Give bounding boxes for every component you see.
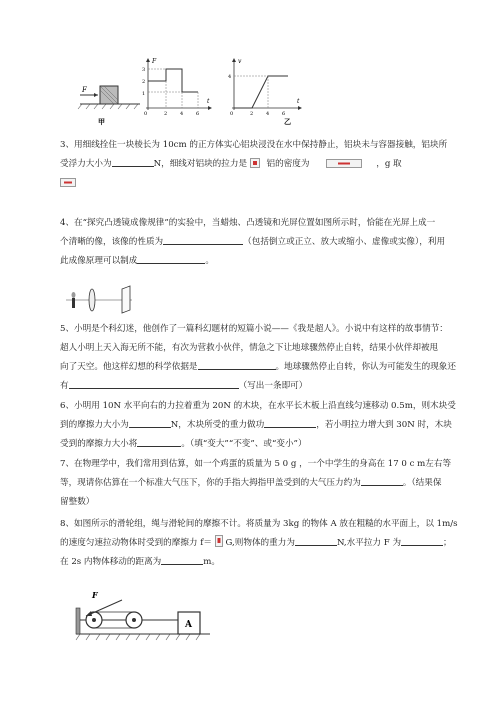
q7-line-2: 等，现请你估算在一个标准大气压下，你的手指大拇指甲盖受到的大气压力约为 。（结果保 <box>60 474 460 493</box>
svg-text:2: 2 <box>164 111 168 117</box>
svg-text:1: 1 <box>142 91 146 97</box>
svg-text:2: 2 <box>250 111 254 117</box>
question-3 <box>60 136 460 193</box>
q8-line-2: 的速度匀速拉动物体时受到的摩擦力 f＝ G,则物体的重力为 N,水平拉力 F 为 ； <box>60 534 460 553</box>
q8-blank-distance[interactable] <box>161 554 203 565</box>
q6-line-3: 受到的摩擦力大小将 。（填“变大”“不变”、或“变小”） <box>60 435 460 454</box>
svg-text:0: 0 <box>230 111 234 117</box>
q6-line-1: 6、小明用 10N 水平向右的力拉着重为 20N 的木块，在水平长木板上沿直线匀速移动 0.5m，则木块受 <box>60 401 456 411</box>
svg-text:4: 4 <box>228 74 232 80</box>
question-6 <box>60 397 460 454</box>
pull-force-label: F <box>92 590 98 600</box>
formula-image-icon <box>250 158 260 168</box>
force-time-graph <box>142 58 212 117</box>
svg-text:v: v <box>238 58 242 65</box>
svg-text:6: 6 <box>196 111 200 117</box>
formula-image-icon <box>60 178 76 187</box>
caption-jia: 甲 <box>98 117 105 126</box>
q6-blank-friction[interactable] <box>129 417 171 428</box>
q5-line-4: 有 （写出一条即可） <box>60 377 460 396</box>
question-8 <box>60 515 460 572</box>
q8-line-1: 8、如图所示的滑轮组，绳与滑轮间的摩擦不计。将质量为 3kg 的物体 A 放在粗糙的水平面上，以 1m/s <box>60 519 458 529</box>
q3-line-3 <box>60 174 460 193</box>
q4-line-3: 此成像原理可以制成 。 <box>60 252 460 271</box>
object-a-label: A <box>185 620 192 630</box>
figure-force-velocity-graphs <box>60 56 320 126</box>
q5-line-2: 超人小明上天入海无所不能，有次为营救小伙伴，情急之下让地球骤然停止自转，结果小伙伴却被甩 <box>60 343 439 353</box>
question-7 <box>60 455 460 512</box>
svg-text:4: 4 <box>180 111 184 117</box>
svg-text:0: 0 <box>144 111 148 117</box>
formula-image-icon <box>326 159 362 168</box>
question-4 <box>60 214 460 271</box>
q6-line-2: 到的摩擦力大小为 N，木块所受的重力做功 ，若小明拉力增大到 30N 时，木块 <box>60 416 460 435</box>
svg-text:t: t <box>297 98 300 105</box>
convex-lens-icon <box>89 289 95 311</box>
svg-text:4: 4 <box>266 111 270 117</box>
question-5 <box>60 320 460 396</box>
screen-icon <box>122 286 130 313</box>
q6-blank-work[interactable] <box>264 417 316 428</box>
velocity-time-graph <box>228 58 302 126</box>
q7-line-3: 留整数） <box>60 497 95 507</box>
svg-text:t: t <box>207 98 210 105</box>
figure-lens-setup <box>64 284 144 314</box>
caption-yi: 乙 <box>284 117 291 126</box>
q4-line-1: 4、在“探究凸透镜成像规律”的实验中，当蜡烛、凸透镜和光屏位置如图所示时，恰能在光屏上成一 <box>60 218 436 228</box>
q5-line-1: 5、小明是个科幻迷，他创作了一篇科幻题材的短篇小说——《我是超人》。小说中有这样的故事情节： <box>60 324 448 334</box>
block-push-diagram <box>78 86 140 126</box>
q3-line-2: 受浮力大小为 N，细线对铝块的拉力是 铝的密度为 ，g 取 <box>60 155 460 174</box>
candle-icon <box>72 298 75 308</box>
formula-image-icon <box>215 535 223 547</box>
svg-text:3: 3 <box>142 67 146 73</box>
q7-line-1: 7、在物理学中，我们常用到估算，如一个鸡蛋的质量为 5 0 g ，一个中学生的身高在 17 0 c m左右等 <box>60 459 452 469</box>
svg-text:2: 2 <box>142 79 146 85</box>
svg-text:F: F <box>152 58 157 65</box>
q5-blank-basis[interactable] <box>198 359 276 370</box>
q3-blank-buoyancy[interactable] <box>112 156 154 167</box>
q4-line-2: 个清晰的像，该像的性质为 （包括倒立或正立、放大或缩小、虚像或实像），利用 <box>60 233 460 252</box>
q7-blank-force[interactable] <box>361 475 403 486</box>
q8-blank-force[interactable] <box>401 535 443 546</box>
q5-line-3: 向了天空。他这样幻想的科学依据是 。地球骤然停止自转，你认为可能发生的现象还 <box>60 358 460 377</box>
q5-blank-phenomenon[interactable] <box>69 378 239 389</box>
svg-text:6: 6 <box>282 111 286 117</box>
q4-blank-image-property[interactable] <box>163 234 243 245</box>
figure-pulley-system <box>74 586 214 646</box>
q3-line-1: 3、用细线拴住一块棱长为 10cm 的正方体实心铝块浸没在水中保持静止，铝块未与容器接触，铝块所 <box>60 140 448 150</box>
q8-blank-gravity[interactable] <box>295 535 337 546</box>
q6-blank-change[interactable] <box>137 436 181 447</box>
q8-line-3: 在 2s 内物体移动的距离为 m。 <box>60 553 460 572</box>
q4-blank-application[interactable] <box>137 253 205 264</box>
force-label: F <box>82 86 87 94</box>
